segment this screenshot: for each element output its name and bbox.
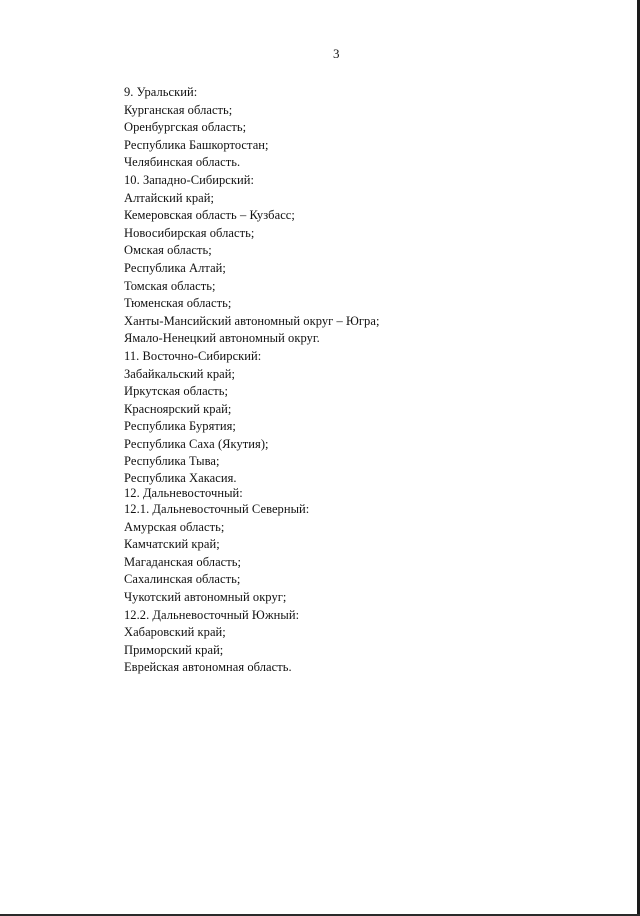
list-line: Амурская область; (124, 519, 225, 534)
list-line: 12. Дальневосточный: (124, 486, 243, 501)
list-line: Республика Хакасия. (124, 471, 237, 486)
list-line: Республика Саха (Якутия); (124, 436, 269, 451)
list-line: Кемеровская область – Кузбасс; (124, 208, 295, 223)
list-line: 11. Восточно-Сибирский: (124, 348, 262, 363)
list-line: Республика Тыва; (124, 454, 220, 469)
list-line: Иркутская область; (124, 384, 229, 399)
list-line: Ямало-Ненецкий автономный округ. (124, 331, 320, 346)
list-line: Сахалинская область; (124, 572, 241, 587)
list-line: Магаданская область; (124, 554, 242, 569)
list-line: Курганская область; (124, 102, 233, 117)
list-line: Алтайский край; (124, 190, 215, 205)
list-line: 12.2. Дальневосточный Южный: (124, 607, 300, 622)
list-line: Хабаровский край; (124, 625, 226, 640)
list-line: Челябинская область. (124, 155, 241, 170)
list-line: Оренбургская область; (124, 120, 247, 135)
page-number: 3 (333, 46, 340, 61)
list-line: Забайкальский край; (124, 366, 235, 381)
list-line: Республика Башкортостан; (124, 137, 269, 152)
list-line: Омская область; (124, 243, 212, 258)
list-line: Республика Алтай; (124, 260, 226, 275)
region-list (124, 84, 379, 677)
list-line: Приморский край; (124, 642, 224, 657)
list-line: Томская область; (124, 278, 216, 293)
list-line: Камчатский край; (124, 537, 220, 552)
list-line: Красноярский край; (124, 401, 232, 416)
list-line: Новосибирская область; (124, 225, 255, 240)
list-line: Чукотский автономный округ; (124, 590, 287, 605)
list-line: Еврейская автономная область. (124, 660, 292, 675)
list-line: Тюменская область; (124, 296, 232, 311)
list-line: 12.1. Дальневосточный Северный: (124, 502, 310, 517)
list-line: Ханты-Мансийский автономный округ – Югра; (124, 313, 380, 328)
list-line: Республика Бурятия; (124, 419, 236, 434)
list-line: 10. Западно-Сибирский: (124, 172, 254, 187)
list-line: 9. Уральский: (124, 85, 198, 99)
